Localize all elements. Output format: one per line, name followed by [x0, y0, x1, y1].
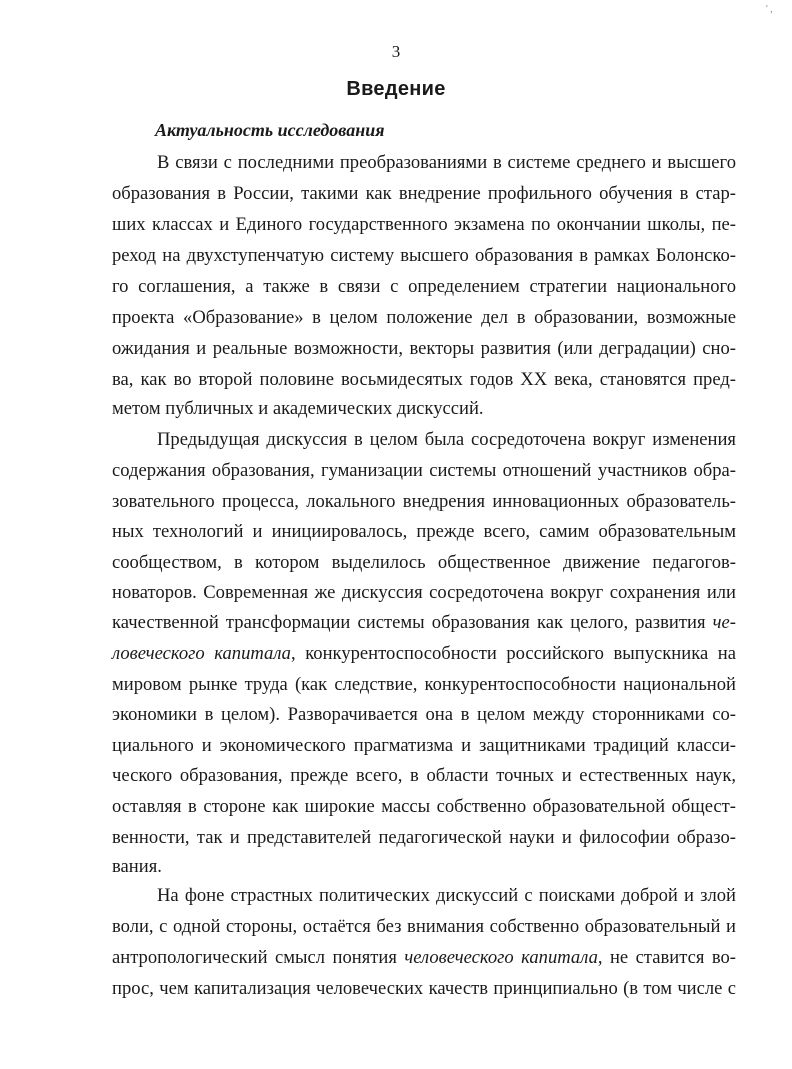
- text-run: го соглашения, а также в связи с определением стратегии национального: [112, 276, 736, 297]
- text-run: содержания образования, гуманизации системы отношений участников обра-: [112, 460, 736, 481]
- text-line: [112, 303, 736, 333]
- text-line: [157, 881, 736, 911]
- text-line: [112, 792, 736, 822]
- text-line: [112, 334, 736, 364]
- text-run: , не ставится во-: [597, 947, 736, 968]
- italic-term: ловеческого капитала: [112, 643, 291, 664]
- text-run: прос, чем капитализация человеческих качеств принципиально (в том числе с: [112, 978, 736, 999]
- text-line: [112, 700, 736, 730]
- text-run: ческого образования, прежде всего, в области точных и естественных наук,: [112, 765, 736, 786]
- text-line: [112, 365, 736, 395]
- italic-term: человеческого капитала: [404, 947, 598, 968]
- text-run: венности, так и представителей педагогической науки и философии образо-: [112, 827, 736, 848]
- text-line: [112, 670, 736, 700]
- text-line: [112, 912, 736, 942]
- text-line: [112, 943, 736, 973]
- text-line: [112, 974, 736, 1004]
- text-line: [112, 639, 736, 669]
- text-line: [112, 517, 736, 547]
- text-run: антропологический смысл понятия: [112, 947, 405, 968]
- text-run: , конкурентоспособности российского выпускника на: [290, 643, 736, 664]
- text-line: [112, 210, 736, 240]
- text-line: [112, 241, 736, 271]
- text-line: [112, 731, 736, 761]
- text-run: В связи с последними преобразованиями в системе среднего и высшего: [157, 152, 736, 173]
- text-line: [112, 272, 736, 302]
- text-line: [112, 548, 736, 578]
- text-line: [112, 179, 736, 209]
- text-line: [112, 487, 736, 517]
- text-run: качественной трансформации системы образования как целого, развития: [112, 612, 713, 633]
- text-line: [157, 425, 736, 455]
- text-run: ожидания и реальные возможности, векторы развития (или деградации) сно-: [112, 338, 736, 359]
- text-line: [112, 578, 736, 608]
- text-run: ших классах и Единого государственного экзамена по окончании школы, пе-: [112, 214, 736, 235]
- text-run: циального и экономического прагматизма и защитниками традиций класси-: [112, 735, 736, 756]
- text-run: На фоне страстных политических дискуссий с поисками доброй и злой: [157, 885, 736, 906]
- text-run: мировом рынке труда (как следствие, конкурентоспособности национальной: [112, 674, 736, 695]
- text-run: новаторов. Современная же дискуссия сосредоточена вокруг сохранения или: [112, 582, 736, 603]
- text-line: [112, 852, 736, 882]
- text-run: сообществом, в котором выделилось общественное движение педагогов-: [112, 552, 736, 573]
- text-run: вания.: [112, 856, 162, 877]
- text-run: экономики в целом). Разворачивается она в целом между сторонниками со-: [112, 704, 736, 725]
- text-run: ва, как во второй половине восьмидесятых годов XX века, становятся пред-: [112, 369, 736, 390]
- text-run: реход на двухступенчатую систему высшего образования в рамках Болонско-: [112, 245, 736, 266]
- text-line: [112, 456, 736, 486]
- text-run: Предыдущая дискуссия в целом была сосредоточена вокруг изменения: [157, 429, 736, 450]
- page-title: Введение: [346, 78, 446, 100]
- text-line: [112, 823, 736, 853]
- italic-term: че-: [712, 612, 736, 633]
- text-line: [112, 608, 736, 638]
- page-number: 3: [391, 42, 401, 61]
- text-run: проекта «Образование» в целом положение дел в образовании, возможные: [112, 307, 736, 328]
- text-run: оставляя в стороне как широкие массы собственно образовательной общест-: [112, 796, 736, 817]
- text-line: [112, 761, 736, 791]
- text-run: воли, с одной стороны, остаётся без внимания собственно образовательный и: [112, 916, 736, 937]
- text-line: [112, 394, 736, 424]
- text-line: [157, 148, 736, 178]
- scan-artifact-mark: ' ,: [766, 4, 773, 15]
- section-subheading: Актуальность исследования: [155, 120, 385, 140]
- text-run: зовательного процесса, локального внедрения инновационных образователь-: [112, 491, 736, 512]
- text-run: образования в России, такими как внедрение профильного обучения в стар-: [112, 183, 736, 204]
- text-run: метом публичных и академических дискуссий.: [112, 398, 484, 419]
- text-run: ных технологий и инициировалось, прежде всего, самим образовательным: [112, 521, 736, 542]
